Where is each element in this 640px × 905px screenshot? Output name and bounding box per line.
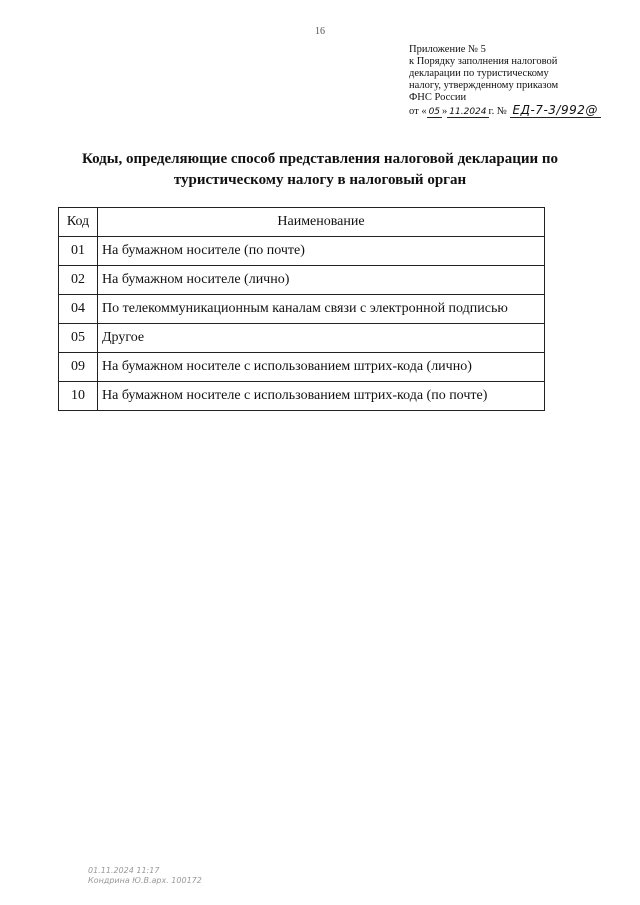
appendix-line: декларации по туристическому xyxy=(409,68,549,79)
header-name: Наименование xyxy=(98,208,545,237)
appendix-line: налогу, утвержденному приказом xyxy=(409,80,559,91)
cell-name: На бумажном носителе с использованием штрих-кода (лично) xyxy=(98,353,545,382)
order-date-handwritten: 11.2024 xyxy=(449,107,487,117)
table-row xyxy=(59,382,545,411)
codes-table xyxy=(58,207,545,411)
title-line-2: туристическому налогу в налоговый орган xyxy=(173,172,467,188)
table-row xyxy=(59,295,545,324)
stamp-timestamp: 01.11.2024 11:17 xyxy=(88,866,160,875)
cell-code: 05 xyxy=(59,324,98,353)
cell-code: 04 xyxy=(59,295,98,324)
stamp-signer: Кондрина Ю.В.арх. 100172 xyxy=(88,876,202,885)
order-mid: » xyxy=(442,106,448,117)
table-row xyxy=(59,324,545,353)
cell-code: 02 xyxy=(59,266,98,295)
table-row xyxy=(59,353,545,382)
cell-name: На бумажном носителе (лично) xyxy=(98,266,545,295)
electronic-signature-stamp xyxy=(88,866,202,886)
document-title xyxy=(60,149,580,191)
page-number: 16 xyxy=(315,26,325,37)
title-line-1: Коды, определяющие способ представления налоговой декларации по xyxy=(81,151,559,167)
appendix-header xyxy=(409,44,609,118)
cell-name: На бумажном носителе с использованием штрих-кода (по почте) xyxy=(98,382,545,411)
table-row xyxy=(59,237,545,266)
cell-code: 01 xyxy=(59,237,98,266)
cell-name: На бумажном носителе (по почте) xyxy=(98,237,545,266)
cell-code: 09 xyxy=(59,353,98,382)
appendix-line: ФНС России xyxy=(409,92,467,103)
table-row xyxy=(59,266,545,295)
order-day-handwritten: 05 xyxy=(428,107,441,117)
order-number-label: г. № xyxy=(488,106,507,117)
order-number-handwritten: ЕД-7-3/992@ xyxy=(510,103,601,118)
table-header-row xyxy=(59,208,545,237)
cell-name: По телекоммуникационным каналам связи с электронной подписью xyxy=(98,295,545,324)
appendix-line: к Порядку заполнения налоговой xyxy=(409,56,558,67)
order-reference xyxy=(409,104,609,118)
cell-code: 10 xyxy=(59,382,98,411)
order-prefix: от « xyxy=(409,106,427,117)
cell-name: Другое xyxy=(98,324,545,353)
header-code: Код xyxy=(59,208,98,237)
appendix-line: Приложение № 5 xyxy=(409,44,486,55)
